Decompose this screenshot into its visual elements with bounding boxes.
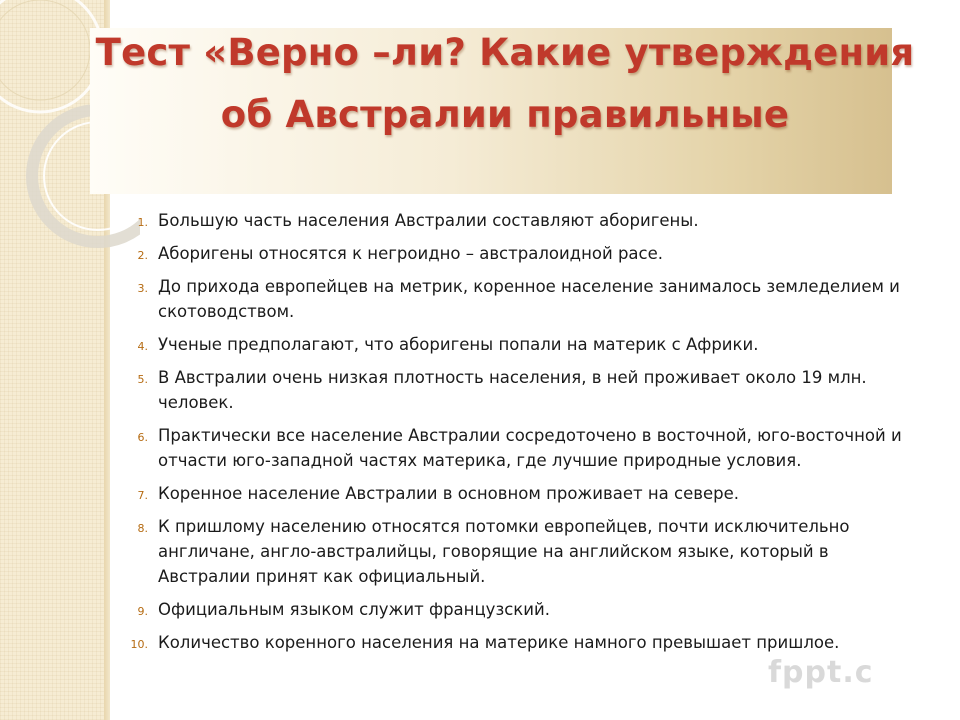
item-text: В Австралии очень низкая плотность населения, в ней проживает около 19 млн. человек. bbox=[158, 368, 867, 412]
item-text: Официальным языком служит французский. bbox=[158, 600, 550, 619]
list-item bbox=[120, 514, 910, 589]
list-item bbox=[120, 423, 910, 473]
item-number: 6. bbox=[137, 431, 148, 444]
list-item bbox=[120, 630, 910, 655]
item-number: 2. bbox=[137, 249, 148, 262]
item-text: Коренное население Австралии в основном проживает на севере. bbox=[158, 484, 739, 503]
list-item bbox=[120, 332, 910, 357]
list-item bbox=[120, 274, 910, 324]
list-item bbox=[120, 597, 910, 622]
item-text: До прихода европейцев на метрик, коренное население занималось земледелием и скотоводством. bbox=[158, 277, 900, 321]
item-text: Количество коренного населения на материке намного превышает пришлое. bbox=[158, 633, 840, 652]
item-text: Аборигены относятся к негроидно – австралоидной расе. bbox=[158, 244, 663, 263]
item-text: Практически все население Австралии сосредоточено в восточной, юго-восточной и отчасти юго-западной частях материка, где лучшие природные условия. bbox=[158, 426, 902, 470]
item-number: 3. bbox=[137, 282, 148, 295]
item-text: Большую часть населения Австралии составляют аборигены. bbox=[158, 211, 699, 230]
statements-list bbox=[120, 208, 910, 663]
item-number: 10. bbox=[130, 638, 148, 651]
item-number: 7. bbox=[137, 489, 148, 502]
item-number: 1. bbox=[137, 216, 148, 229]
list-item bbox=[120, 481, 910, 506]
list-item bbox=[120, 208, 910, 233]
list-item bbox=[120, 241, 910, 266]
item-number: 5. bbox=[137, 373, 148, 386]
item-number: 4. bbox=[137, 340, 148, 353]
watermark: fppt.c bbox=[768, 655, 874, 690]
page-title: Тест «Верно –ли? Какие утверждения об Австралии правильные bbox=[95, 31, 915, 136]
item-text: Ученые предполагают, что аборигены попали на материк с Африки. bbox=[158, 335, 759, 354]
item-number: 8. bbox=[137, 522, 148, 535]
list-item bbox=[120, 365, 910, 415]
item-number: 9. bbox=[137, 605, 148, 618]
item-text: К пришлому населению относятся потомки европейцев, почти исключительно англичане, англо-австралийцы, говорящие на английском языке, который в Австралии принят как официальный. bbox=[158, 517, 850, 586]
